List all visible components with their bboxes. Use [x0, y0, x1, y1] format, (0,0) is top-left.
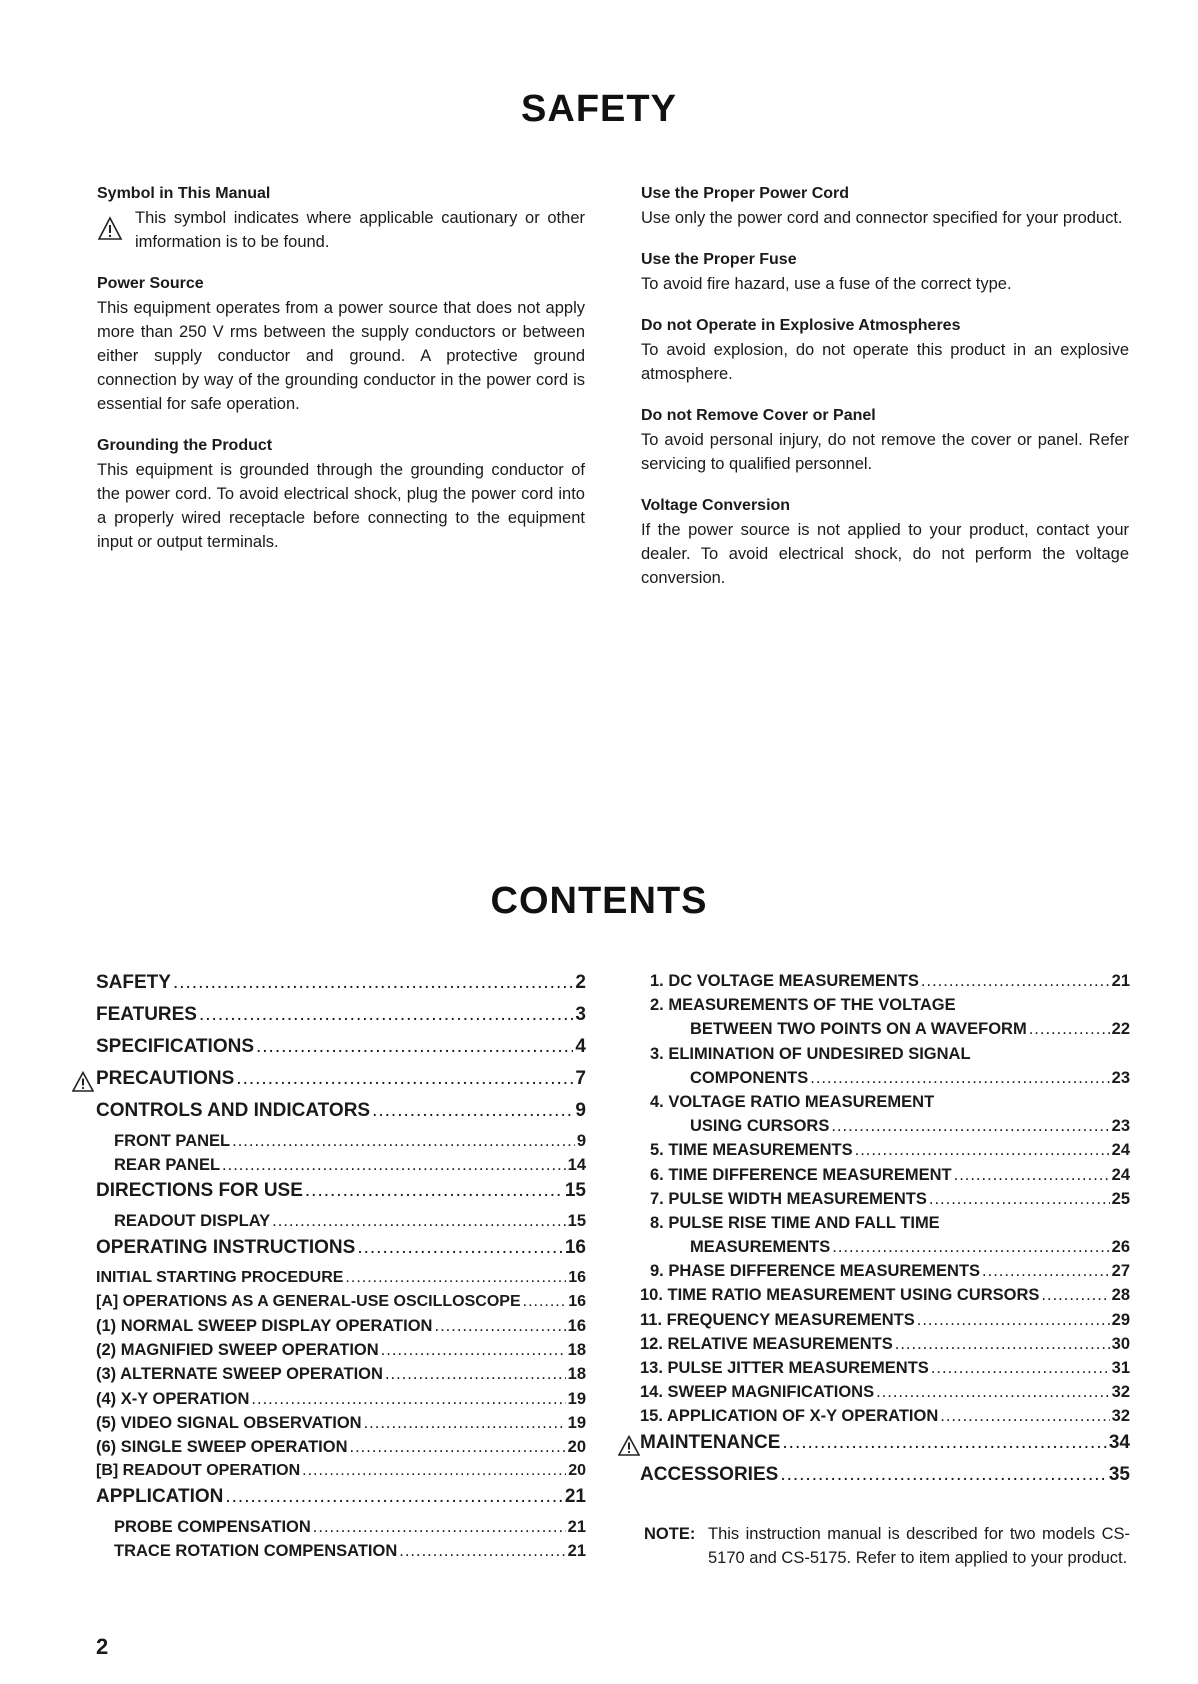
toc-entry-voltage-ratio[interactable]: 4. VOLTAGE RATIO MEASUREMENT: [650, 1092, 935, 1111]
toc-entry-voltage-ratio-cont[interactable]: USING CURSORS ..... 23: [640, 1117, 1130, 1141]
toc-entry-initial-procedure[interactable]: INITIAL STARTING PROCEDURE ..... 16: [96, 1269, 586, 1293]
toc-entry-frequency[interactable]: 11. FREQUENCY MEASUREMENTS ..... 29: [640, 1311, 1130, 1335]
safety-section-grounding: [97, 434, 585, 554]
safety-right-column: [641, 182, 1129, 608]
toc-entry-readout-operation[interactable]: [B] READOUT OPERATION ..... 20: [96, 1462, 586, 1486]
toc-entry-alternate-sweep[interactable]: (3) ALTERNATE SWEEP OPERATION ..... 18: [96, 1365, 586, 1389]
safety-section-cover: [641, 404, 1129, 476]
toc-entry-voltage-between-points[interactable]: 2. MEASUREMENTS OF THE VOLTAGE: [650, 996, 956, 1015]
toc-entry-video-signal[interactable]: (5) VIDEO SIGNAL OBSERVATION ..... 19: [96, 1414, 586, 1438]
toc-entry-front-panel[interactable]: FRONT PANEL ..... 9: [96, 1132, 586, 1156]
warning-triangle-icon: [72, 1071, 94, 1093]
toc-entry-rise-fall-cont[interactable]: MEASUREMENTS ..... 26: [640, 1238, 1130, 1262]
section-title: Do not Operate in Explosive Atmospheres: [641, 317, 961, 334]
toc-entry-rear-panel[interactable]: REAR PANEL ..... 14: [96, 1156, 586, 1180]
toc-entry-time-difference[interactable]: 6. TIME DIFFERENCE MEASUREMENT ..... 24: [640, 1166, 1130, 1190]
section-body: This symbol indicates where applicable cautionary or other imformation is to be found.: [135, 209, 585, 251]
toc-entry-maintenance[interactable]: MAINTENANCE ..... 34: [640, 1432, 1130, 1464]
toc-entry-normal-sweep[interactable]: (1) NORMAL SWEEP DISPLAY OPERATION ..... 16: [96, 1317, 586, 1341]
toc-entry-single-sweep[interactable]: (6) SINGLE SWEEP OPERATION ..... 20: [96, 1438, 586, 1462]
toc-entry-features[interactable]: FEATURES ..... 3: [96, 1004, 586, 1036]
safety-section-voltage: [641, 494, 1129, 590]
section-body: This equipment is grounded through the grounding conductor of the power cord. To avoid electrical shock, plug the power cord into a properly wired receptacle before connecting to the equipment input or output terminals.: [97, 461, 585, 551]
toc-entry-directions[interactable]: DIRECTIONS FOR USE ..... 15: [96, 1180, 586, 1212]
toc-entry-precautions[interactable]: PRECAUTIONS ..... 7: [96, 1068, 586, 1100]
toc-entry-elimination[interactable]: 3. ELIMINATION OF UNDESIRED SIGNAL: [650, 1044, 971, 1063]
toc-entry-controls[interactable]: CONTROLS AND INDICATORS ..... 9: [96, 1100, 586, 1132]
section-body: To avoid personal injury, do not remove the cover or panel. Refer servicing to qualified personnel.: [641, 431, 1129, 473]
note-label: NOTE:: [644, 1525, 696, 1543]
toc-entry-rise-fall[interactable]: 8. PULSE RISE TIME AND FALL TIME: [650, 1213, 940, 1232]
section-body: To avoid fire hazard, use a fuse of the correct type.: [641, 275, 1012, 293]
section-title: Use the Proper Fuse: [641, 251, 797, 268]
toc-entry-specifications[interactable]: SPECIFICATIONS ..... 4: [96, 1036, 586, 1068]
note-text: This instruction manual is described for two models CS-5170 and CS-5175. Refer to item applied to your product.: [708, 1525, 1130, 1567]
toc-entry-dc-voltage[interactable]: 1. DC VOLTAGE MEASUREMENTS ..... 21: [640, 972, 1130, 996]
contents-heading: CONTENTS: [490, 880, 708, 922]
safety-section-fuse: [641, 248, 1129, 296]
safety-section-power-cord: [641, 182, 1129, 230]
toc-entry-voltage-between-points-cont[interactable]: BETWEEN TWO POINTS ON A WAVEFORM ..... 22: [640, 1020, 1130, 1044]
toc-entry-trace-rotation[interactable]: TRACE ROTATION COMPENSATION ..... 21: [96, 1542, 586, 1566]
toc-entry-time-measurements[interactable]: 5. TIME MEASUREMENTS ..... 24: [640, 1141, 1130, 1165]
toc-entry-xy-application[interactable]: 15. APPLICATION OF X-Y OPERATION ..... 32: [640, 1407, 1130, 1431]
section-body: If the power source is not applied to your product, contact your dealer. To avoid electrical shock, do not perform the voltage conversion.: [641, 521, 1129, 587]
toc-entry-xy-operation[interactable]: (4) X-Y OPERATION ..... 19: [96, 1390, 586, 1414]
toc-entry-operating[interactable]: OPERATING INSTRUCTIONS ..... 16: [96, 1237, 586, 1269]
toc-entry-relative[interactable]: 12. RELATIVE MEASUREMENTS ..... 30: [640, 1335, 1130, 1359]
toc-entry-safety[interactable]: SAFETY ..... 2: [96, 972, 586, 1004]
toc-entry-phase-difference[interactable]: 9. PHASE DIFFERENCE MEASUREMENTS ..... 27: [640, 1262, 1130, 1286]
section-title: Use the Proper Power Cord: [641, 185, 850, 202]
safety-section-symbol: [97, 182, 585, 254]
page-number: 2: [96, 1634, 109, 1659]
toc-entry-application[interactable]: APPLICATION ..... 21: [96, 1486, 586, 1518]
contents-right-column: [640, 972, 1130, 1496]
note-block: [644, 1522, 1130, 1570]
section-title: Symbol in This Manual: [97, 185, 271, 202]
toc-entry-pulse-jitter[interactable]: 13. PULSE JITTER MEASUREMENTS ..... 31: [640, 1359, 1130, 1383]
safety-section-explosive: [641, 314, 1129, 386]
safety-heading: SAFETY: [521, 88, 677, 130]
section-title: Power Source: [97, 275, 204, 292]
section-body: This equipment operates from a power source that does not apply more than 250 V rms between the supply conductors or between either supply conductor and ground. A protective ground connection by way of the grounding conductor in the power cord is essential for safe operation.: [97, 299, 585, 413]
section-body: Use only the power cord and connector specified for your product.: [641, 209, 1123, 227]
warning-triangle-icon: [97, 216, 127, 246]
toc-entry-readout-display[interactable]: READOUT DISPLAY ..... 15: [96, 1212, 586, 1236]
toc-entry-pulse-width[interactable]: 7. PULSE WIDTH MEASUREMENTS ..... 25: [640, 1190, 1130, 1214]
section-title: Grounding the Product: [97, 437, 273, 454]
toc-entry-magnified-sweep[interactable]: (2) MAGNIFIED SWEEP OPERATION ..... 18: [96, 1341, 586, 1365]
section-body: To avoid explosion, do not operate this product in an explosive atmosphere.: [641, 341, 1129, 383]
toc-entry-accessories[interactable]: ACCESSORIES ..... 35: [640, 1464, 1130, 1496]
section-title: Do not Remove Cover or Panel: [641, 407, 876, 424]
toc-entry-time-ratio[interactable]: 10. TIME RATIO MEASUREMENT USING CURSORS ..... 28: [640, 1286, 1130, 1310]
toc-entry-sweep-magnifications[interactable]: 14. SWEEP MAGNIFICATIONS ..... 32: [640, 1383, 1130, 1407]
toc-entry-general-use[interactable]: [A] OPERATIONS AS A GENERAL-USE OSCILLOSCOPE ..... 16: [96, 1293, 586, 1317]
safety-section-power-source: [97, 272, 585, 416]
warning-triangle-icon: [618, 1435, 640, 1457]
contents-left-column: [96, 972, 586, 1567]
safety-left-column: [97, 182, 585, 572]
toc-entry-probe-compensation[interactable]: PROBE COMPENSATION ..... 21: [96, 1518, 586, 1542]
toc-entry-elimination-cont[interactable]: COMPONENTS ..... 23: [640, 1069, 1130, 1093]
section-title: Voltage Conversion: [641, 497, 791, 514]
